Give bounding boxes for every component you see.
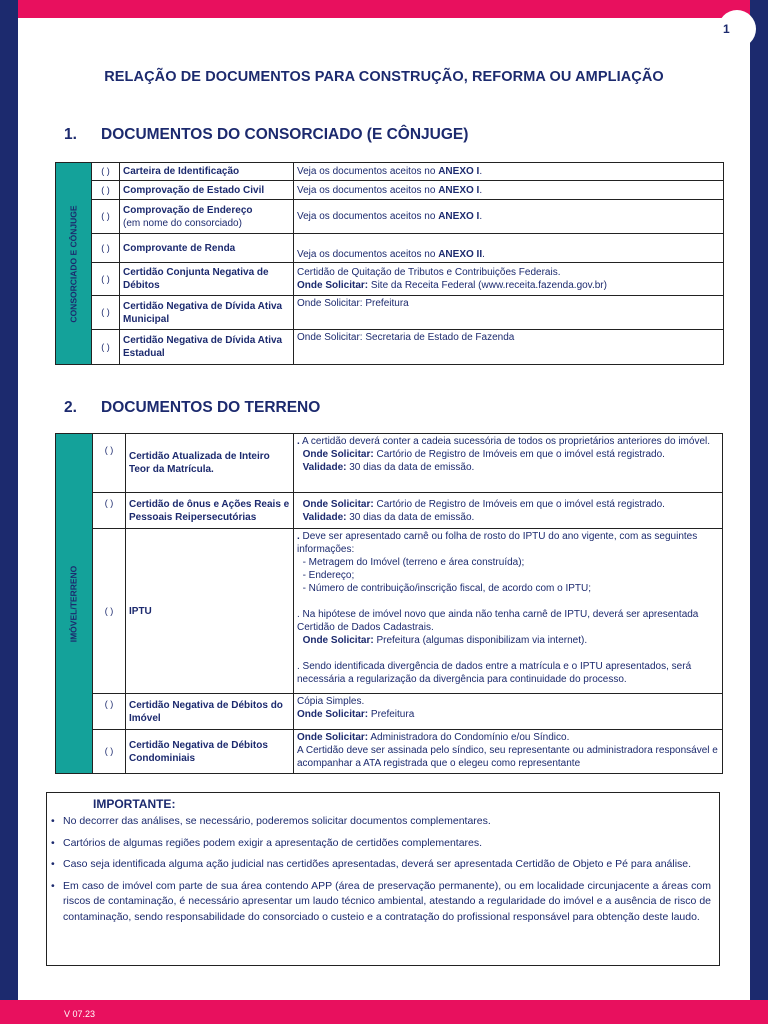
list-item: • No decorrer das análises, se necessário, poderemos solicitar documentos complementares. <box>51 815 491 827</box>
page-border-top <box>0 0 768 18</box>
doc-desc: Onde Solicitar: Cartório de Registro de Imóveis em que o imóvel está registrado. Validade: 30 dias da data de emissão. <box>294 493 723 529</box>
doc-desc: . A certidão deverá conter a cadeia sucessória de todos os proprietários anteriores do imóvel. Onde Solicitar: Cartório de Registro de Imóveis em que o imóvel está registrado. Validade: 30 dias da data de emissão. <box>294 434 723 493</box>
list-item: • Em caso de imóvel com parte de sua área contendo APP (área de preservação permanente), ou em localidade circunjacente a áreas com riscos de contaminação, é necessário apresentar um laudo técnico ambiental, atestando a regularidade do imóvel e a ausência de risco de contaminação, sendo responsabilidade do consorciado o custeio e a contratação do profissional responsável para obtenção deste laudo. <box>51 879 711 923</box>
table-row <box>56 296 724 330</box>
table-row <box>56 493 723 529</box>
table-row <box>56 234 724 263</box>
document-title: RELAÇÃO DE DOCUMENTOS PARA CONSTRUÇÃO, REFORMA OU AMPLIAÇÃO <box>104 69 664 85</box>
table-row <box>56 200 724 234</box>
consorciado-table <box>55 162 724 365</box>
section2-number: 2. <box>64 399 77 416</box>
doc-desc: Certidão de Quitação de Tributos e Contribuições Federais. Onde Solicitar: Site da Receita Federal (www.receita.fazenda.gov.br) <box>294 263 724 296</box>
section1-number: 1. <box>64 126 77 143</box>
important-notice <box>46 792 720 966</box>
version-label: V 07.23 <box>64 1009 96 1019</box>
checkbox[interactable]: ( ) <box>92 234 120 263</box>
table-row <box>56 163 724 181</box>
checkbox[interactable]: ( ) <box>93 730 126 774</box>
checkbox[interactable]: ( ) <box>92 181 120 200</box>
doc-desc: Veja os documentos aceitos no ANEXO II. <box>294 234 724 263</box>
doc-name: Certidão Conjunta Negativa de Débitos <box>120 263 294 296</box>
doc-desc: Onde Solicitar: Administradora do Condomínio e/ou Síndico. A Certidão deve ser assinada pelo síndico, seu representante ou administradora responsável e acompanhar a ATA registrada que o elegeu como representante <box>294 730 723 774</box>
doc-name: IPTU <box>126 529 294 694</box>
table-row <box>56 529 723 694</box>
consorciado-side-label: CONSORCIADO E CÔNJUGE <box>56 163 92 365</box>
doc-desc: Veja os documentos aceitos no ANEXO I. <box>294 181 724 200</box>
doc-name: Comprovação de Estado Civil <box>120 181 294 200</box>
page-border-bottom <box>0 1000 768 1024</box>
section1-title: DOCUMENTOS DO CONSORCIADO (E CÔNJUGE) <box>101 126 469 143</box>
checkbox[interactable]: ( ) <box>93 493 126 529</box>
checkbox[interactable]: ( ) <box>92 296 120 330</box>
table-row <box>56 730 723 774</box>
doc-name: Carteira de Identificação <box>120 163 294 181</box>
doc-name: Comprovação de Endereço (em nome do consorciado) <box>120 200 294 234</box>
doc-desc: Onde Solicitar: Secretaria de Estado de Fazenda <box>294 330 724 365</box>
doc-name: Certidão Negativa de Dívida Ativa Estadual <box>120 330 294 365</box>
doc-name: Comprovante de Renda <box>120 234 294 263</box>
doc-desc: Onde Solicitar: Prefeitura <box>294 296 724 330</box>
terreno-table <box>55 433 723 774</box>
page-border-left <box>0 0 18 1024</box>
doc-name: Certidão Negativa de Débitos do Imóvel <box>126 694 294 730</box>
doc-desc: . Deve ser apresentado carnê ou folha de rosto do IPTU do ano vigente, com as seguintes informações: - Metragem do Imóvel (terreno e área construída); - Endereço; - Número de contribuição/inscrição fiscal, de acordo com o IPTU; . Na hipótese de imóvel novo que ainda não tenha carnê de IPTU, deverá ser apresentada Certidão de Dados Cadastrais. Onde Solicitar: Prefeitura (algumas disponibilizam via internet). . Sendo identificada divergência de dados entre a matrícula e o IPTU apresentados, será necessária a regularização da divergência para continuidade do processo. <box>294 529 723 694</box>
page-border-right <box>750 0 768 1024</box>
section2-title: DOCUMENTOS DO TERRENO <box>101 399 321 416</box>
important-list <box>50 814 711 931</box>
section1-heading <box>64 126 468 144</box>
table-row <box>56 181 724 200</box>
doc-desc: Veja os documentos aceitos no ANEXO I. <box>294 163 724 181</box>
checkbox[interactable]: ( ) <box>92 200 120 234</box>
page-number: 1 <box>723 22 730 36</box>
section2-heading <box>64 399 320 417</box>
checkbox[interactable]: ( ) <box>93 694 126 730</box>
checkbox[interactable]: ( ) <box>93 529 126 694</box>
doc-desc: Veja os documentos aceitos no ANEXO I. <box>294 200 724 234</box>
important-heading: IMPORTANTE: <box>93 797 176 811</box>
doc-name: Certidão Atualizada de Inteiro Teor da Matrícula. <box>126 434 294 493</box>
table-row <box>56 263 724 296</box>
doc-desc: Cópia Simples. Onde Solicitar: Prefeitura <box>294 694 723 730</box>
doc-name: Certidão Negativa de Dívida Ativa Municipal <box>120 296 294 330</box>
table-row <box>56 330 724 365</box>
doc-name: Certidão de ônus e Ações Reais e Pessoais Reipersecutórias <box>126 493 294 529</box>
list-item: • Cartórios de algumas regiões podem exigir a apresentação de certidões complementares. <box>51 836 483 849</box>
list-item: • Caso seja identificada alguma ação judicial nas certidões apresentadas, deverá ser apresentada Certidão de Objeto e Pé para análise. <box>51 858 692 870</box>
terreno-side-label: IMÓVEL/TERRENO <box>56 434 93 774</box>
checkbox[interactable]: ( ) <box>92 330 120 365</box>
checkbox[interactable]: ( ) <box>92 263 120 296</box>
doc-name: Certidão Negativa de Débitos Condominiais <box>126 730 294 774</box>
checkbox[interactable]: ( ) <box>92 163 120 181</box>
table-row <box>56 434 723 493</box>
table-row <box>56 694 723 730</box>
checkbox[interactable]: ( ) <box>93 434 126 493</box>
